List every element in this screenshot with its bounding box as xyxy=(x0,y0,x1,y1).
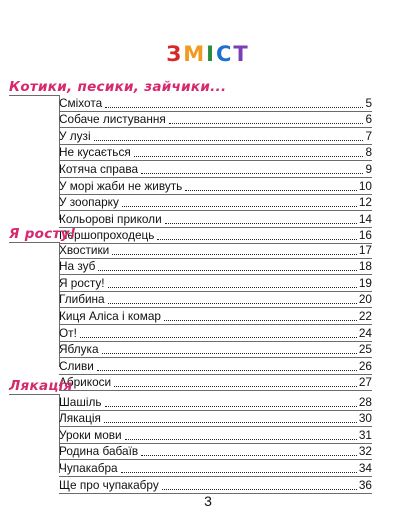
title-letter: І xyxy=(206,42,216,66)
toc-entry[interactable]: У морі жаби не живуть 10 xyxy=(59,178,372,193)
section-divider xyxy=(9,394,59,395)
toc-list xyxy=(59,242,372,391)
toc-entry[interactable]: Уроки мови 31 xyxy=(59,427,372,442)
toc-entry[interactable]: На зуб 18 xyxy=(59,259,372,274)
toc-entry[interactable]: Кольорові приколи 14 xyxy=(59,211,372,226)
section-title: Котики, песики, зайчики... xyxy=(9,79,227,95)
toc-list xyxy=(59,394,372,494)
toc-entry[interactable]: Яблука 25 xyxy=(59,342,372,357)
title-letter: М xyxy=(183,42,207,66)
toc-entry[interactable]: Хвостики 17 xyxy=(59,242,372,257)
toc-entry[interactable]: От! 24 xyxy=(59,325,372,340)
toc-entry[interactable]: У лузі 7 xyxy=(59,128,372,143)
toc-entry[interactable]: У зоопарку 12 xyxy=(59,195,372,210)
toc-entry[interactable]: Я росту! 19 xyxy=(59,275,372,290)
page-number: 3 xyxy=(204,493,212,509)
toc-entry[interactable]: Чупакабра 34 xyxy=(59,460,372,475)
toc-entry[interactable]: Глибина 20 xyxy=(59,292,372,307)
section-title: Я росту! xyxy=(9,226,77,242)
title-letter: С xyxy=(215,42,234,66)
toc-entry[interactable]: Не кусається 8 xyxy=(59,145,372,160)
toc-entry[interactable]: Лякація 30 xyxy=(59,411,372,426)
section-divider xyxy=(9,95,59,96)
toc-entry[interactable]: Абрикоси 27 xyxy=(59,375,372,390)
title-letter: Т xyxy=(233,42,250,66)
toc-entry[interactable]: Ще про чупакабру 36 xyxy=(59,477,372,492)
toc-title xyxy=(0,42,416,66)
toc-entry[interactable]: Сміхота 5 xyxy=(59,95,372,110)
toc-entry[interactable]: Котяча справа 9 xyxy=(59,161,372,176)
toc-list xyxy=(59,95,372,244)
section-title: Лякація xyxy=(9,378,73,394)
toc-entry[interactable]: Першопроходець 16 xyxy=(59,228,372,243)
toc-entry[interactable]: Шашіль 28 xyxy=(59,394,372,409)
toc-entry[interactable]: Собаче листування 6 xyxy=(59,112,372,127)
toc-entry[interactable]: Родина бабаїв 32 xyxy=(59,444,372,459)
toc-entry[interactable]: Киця Аліса і комар 22 xyxy=(59,308,372,323)
section-divider xyxy=(9,242,59,243)
toc-entry[interactable]: Сливи 26 xyxy=(59,358,372,373)
title-letter: З xyxy=(166,42,184,66)
